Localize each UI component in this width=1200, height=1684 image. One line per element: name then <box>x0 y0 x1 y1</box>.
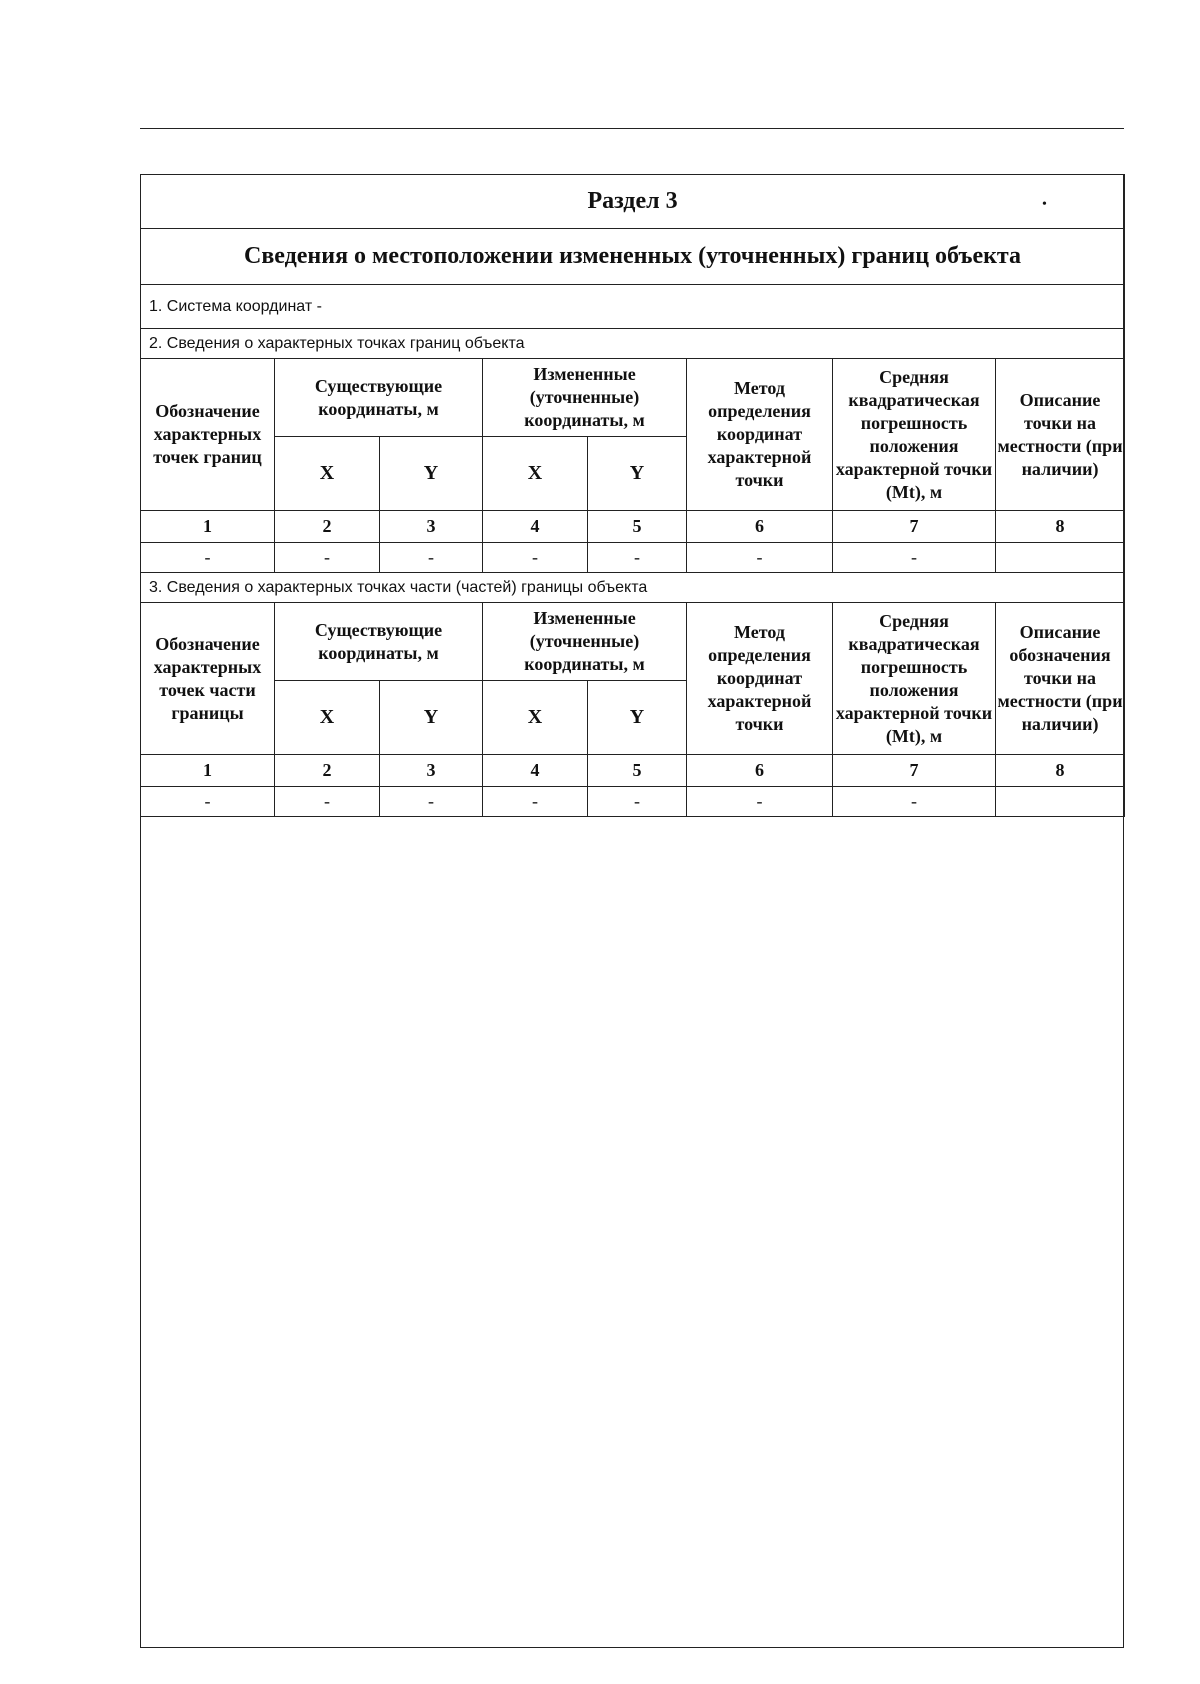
table2-header-existing-y: Y <box>380 681 483 755</box>
table1-header-changed-x: X <box>483 437 588 511</box>
table2-cell: - <box>687 787 833 817</box>
table1-row <box>141 543 1125 573</box>
table1-cell: - <box>275 543 380 573</box>
table2-row <box>141 787 1125 817</box>
table1-cell: - <box>833 543 996 573</box>
coordinate-system-line: 1. Система координат - <box>141 285 1125 329</box>
table2-cell: - <box>588 787 687 817</box>
table1-column-number: 6 <box>687 511 833 543</box>
table1-column-number: 2 <box>275 511 380 543</box>
table1-cell <box>996 543 1125 573</box>
table1-cell: - <box>141 543 275 573</box>
table1-header-description: Описание точки на местности (при наличии) <box>996 359 1125 511</box>
table2-header-existing-coordinates: Существующие координаты, м <box>275 603 483 681</box>
table2-column-number: 1 <box>141 755 275 787</box>
section-title: Раздел 3 <box>141 175 1125 229</box>
table1-column-number: 5 <box>588 511 687 543</box>
table1-cell: - <box>588 543 687 573</box>
table1-column-number: 3 <box>380 511 483 543</box>
top-rule <box>140 128 1124 129</box>
table1-cell: - <box>687 543 833 573</box>
table2-header-method: Метод определения координат характерной точки <box>687 603 833 755</box>
table1-header-existing-coordinates: Существующие координаты, м <box>275 359 483 437</box>
table1-header-point-designation: Обозначение характерных точек границ <box>141 359 275 511</box>
table2-header-description: Описание обозначения точки на местности (при наличии) <box>996 603 1125 755</box>
table2-header-changed-y: Y <box>588 681 687 755</box>
table2-cell: - <box>275 787 380 817</box>
table1-caption: 2. Сведения о характерных точках границ объекта <box>141 329 1125 359</box>
table2-cell: - <box>141 787 275 817</box>
table2-column-number: 6 <box>687 755 833 787</box>
table2-header-point-designation: Обозначение характерных точек части границы <box>141 603 275 755</box>
table1-column-number: 4 <box>483 511 588 543</box>
table2-header-changed-x: X <box>483 681 588 755</box>
table2-cell: - <box>380 787 483 817</box>
table2-cell: - <box>833 787 996 817</box>
table1-header-existing-y: Y <box>380 437 483 511</box>
table2-column-number: 8 <box>996 755 1125 787</box>
table2-column-number: 3 <box>380 755 483 787</box>
section-3-table <box>140 174 1125 817</box>
table2-column-number: 7 <box>833 755 996 787</box>
table2-column-number: 4 <box>483 755 588 787</box>
table2-caption: 3. Сведения о характерных точках части (частей) границы объекта <box>141 573 1125 603</box>
table1-cell: - <box>483 543 588 573</box>
table1-column-number: 7 <box>833 511 996 543</box>
table1-header-existing-x: X <box>275 437 380 511</box>
table2-cell: - <box>483 787 588 817</box>
table2-header-changed-coordinates: Измененные (уточненные) координаты, м <box>483 603 687 681</box>
table1-header-changed-y: Y <box>588 437 687 511</box>
table1-column-number: 8 <box>996 511 1125 543</box>
table2-cell <box>996 787 1125 817</box>
table2-column-number: 2 <box>275 755 380 787</box>
table1-header-mean-error: Средняя квадратическая погрешность положения характерной точки (Mt), м <box>833 359 996 511</box>
table1-header-method: Метод определения координат характерной точки <box>687 359 833 511</box>
table1-cell: - <box>380 543 483 573</box>
stray-mark: • <box>1042 197 1047 212</box>
table2-header-existing-x: X <box>275 681 380 755</box>
table1-header-changed-coordinates: Измененные (уточненные) координаты, м <box>483 359 687 437</box>
section-subtitle: Сведения о местоположении измененных (уточненных) границ объекта <box>141 229 1125 285</box>
table2-header-mean-error: Средняя квадратическая погрешность положения характерной точки (Mt), м <box>833 603 996 755</box>
table1-column-number: 1 <box>141 511 275 543</box>
table2-column-number: 5 <box>588 755 687 787</box>
